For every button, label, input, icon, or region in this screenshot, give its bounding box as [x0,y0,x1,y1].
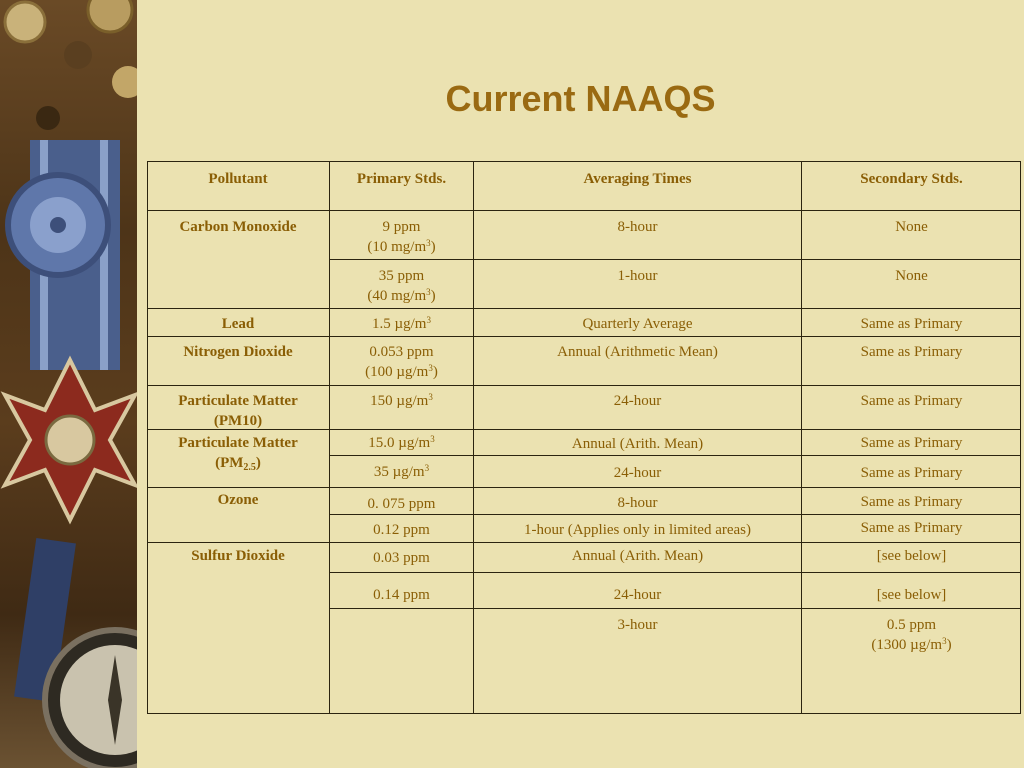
primary-value: (10 mg/m [367,239,427,255]
primary-value: 150 µg/m [370,393,429,409]
table-cell [330,314,473,334]
row-divider [147,542,1021,543]
table-cell: 0.053 ppm (100 $\mu g/m^3$) [365,344,438,380]
row-divider [147,336,1021,337]
averaging-cell: 1-hour [617,268,658,284]
averaging-cell: 24-hour [613,465,662,481]
averaging-cell: Annual (Arithmetic Mean) [557,344,718,360]
averaging-cell: Annual (Arith. Mean) [571,548,704,564]
secondary-cell: Same as Primary [860,435,963,451]
row-divider [147,210,1021,211]
header-primary: Primary Stds. [356,171,447,187]
superscript: 3 [428,363,433,373]
secondary-cell: Same as Primary [860,520,963,536]
pollutant-cell: Sulfur Dioxide [191,548,285,564]
secondary-cell: None [895,219,928,235]
primary-value: 35 ppm [378,268,425,284]
pollutant-cell: Nitrogen Dioxide [183,344,293,360]
pollutant-cell: Carbon Monoxide [179,219,297,235]
secondary-cell: Same as Primary [860,393,963,409]
superscript: 3 [430,434,435,444]
primary-value: (100 µg/m [365,364,429,380]
averaging-cell: 24-hour [613,587,662,603]
primary-cell: 0.03 ppm [373,550,430,566]
averaging-cell: Quarterly Average [582,316,693,332]
secondary-cell: Same as Primary [860,465,963,481]
primary-cell: 0.14 ppm [373,587,430,603]
decorative-photo-strip [0,0,137,768]
averaging-cell: 1-hour (Applies only in limited areas) [523,522,752,538]
secondary-cell: None [895,268,928,284]
secondary-cell: [see below] [876,587,947,603]
row-divider [147,308,1021,309]
superscript: 3 [426,287,431,297]
header-averaging: Averaging Times [583,171,692,187]
primary-value: 9 ppm [382,219,421,235]
superscript: 3 [942,636,947,646]
row-divider [330,455,1021,456]
primary-value: 1.5 µg/m [372,316,427,332]
averaging-cell: 8-hour [617,495,658,511]
table-cell: 0.5 ppm (1300 $\mu g/m^3$) [871,617,952,653]
averaging-cell: 3-hour [617,617,658,633]
row-divider [330,514,1021,515]
primary-cell: 0.12 ppm [373,522,430,538]
primary-value: 0.053 ppm [369,344,434,360]
secondary-value: 0.5 ppm [886,617,937,633]
table-cell [330,391,473,411]
pollutant-name: Particulate Matter [178,435,298,451]
superscript: 3 [424,463,430,473]
secondary-cell: Same as Primary [860,316,963,332]
pollutant-name: Particulate Matter [178,393,298,409]
row-divider [147,487,1021,488]
pollutant-name: (PM10) [213,413,263,429]
secondary-value: (1300 µg/m [871,637,943,653]
table-cell: 35 ppm (40 $mg/m^3$) [367,268,436,304]
superscript: 3 [426,315,431,325]
row-divider [330,259,1021,260]
row-divider [330,608,1021,609]
superscript: 3 [426,238,431,248]
primary-value: 35 µg/m [373,464,425,480]
pollutant-cell: Lead [221,316,255,332]
table-cell [330,433,473,453]
secondary-cell: Same as Primary [860,494,963,510]
primary-value: (40 mg/m [367,288,427,304]
averaging-cell: 8-hour [617,219,658,235]
table-cell: 9 ppm (10 $mg/m^3$) [367,219,436,255]
header-pollutant: Pollutant [208,171,268,187]
secondary-cell: Same as Primary [860,344,963,360]
row-divider [330,572,1021,573]
pollutant-cell: Particulate Matter $(PM_{2.5})$ [178,435,298,473]
naaqs-table [147,161,1021,714]
pollutant-cell [147,391,329,431]
averaging-cell: 24-hour [613,393,662,409]
secondary-cell: [see below] [876,548,947,564]
pollutant-name: (PM [215,455,244,471]
pollutant-cell: Ozone [217,492,259,508]
primary-value: 15.0 µg/m [368,435,431,451]
table-cell [330,462,473,482]
superscript: 3 [428,392,433,402]
medal-compass-image [0,0,137,768]
subscript: 2.5 [243,462,256,473]
page-title: Current NAAQS [445,78,716,119]
primary-cell: 0. 075 ppm [367,496,436,512]
row-divider [147,385,1021,386]
header-secondary: Secondary Stds. [860,171,963,187]
averaging-cell: Annual (Arith. Mean) [571,436,704,452]
